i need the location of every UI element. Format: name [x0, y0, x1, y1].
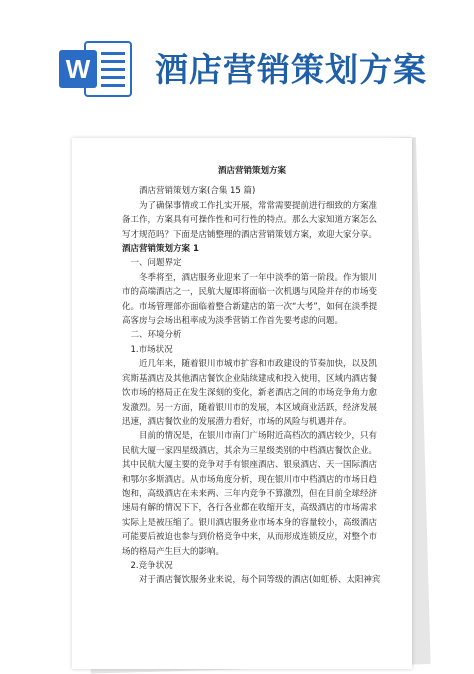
doc-paragraph: 近几年来，随着银川市城市扩容和市政建设的节奏加快，以及凯宾斯基酒店及其他酒店餐饮企业陆续建成和投入使用，区域内酒店餐饮市场的格局正在发生深刻的变化，新老酒店之间的市场竞争角力愈发激烈。另一方面，随着银川市的发展，本区域商业活跃，经济发展迅速，酒店餐饮业的发展潜力看好，市场的风险与机遇并存。 [122, 359, 378, 427]
doc-paragraph: 冬季将至，酒店服务业迎来了一年中淡季的第一阶段。作为银川市的高端酒店之一，民航大厦即将面临一次机遇与风险并存的市场变化。市场管理部亦面临着整合新建店的第一次“大考”，如何在淡季提高客房与会场出租率成为淡季营销工作首先要考虑的问题。 [122, 272, 378, 327]
doc-section-heading: 酒店营销策划方案 1 [122, 244, 199, 255]
doc-paragraph: 为了确保事情或工作扎实开展，常常需要提前进行细致的方案准备工作，方案具有可操作性和可行性的特点。那么大家知道方案怎么写才规范吗？下面是店铺整理的酒店营销策划方案，欢迎大家分享。 [122, 200, 378, 240]
doc-subheading: 二、环境分析 [130, 330, 182, 341]
doc-subheading: 一、问题界定 [130, 258, 182, 269]
word-document-icon [57, 40, 137, 98]
banner-title: 酒店营销策划方案 [155, 50, 427, 89]
doc-subheading: 1.市场状况 [130, 344, 173, 355]
doc-paragraph: 酒店营销策划方案(合集 15 篇) [139, 186, 256, 197]
doc-paragraph: 目前的情况是，在银川市南门广场附近高档次的酒店较少，只有民航大厦一家四星级酒店，其余为三星级类别的中档酒店餐饮企业。其中民航大厦主要的竞争对手有银座酒店、银泉酒店、天一国际酒店和鄂尔多斯酒店。从市场角度分析，现在银川市中档酒店的市场日趋饱和，高级酒店在未来两、三年内竞争不算激烈，但在目前全球经济速局有解的情况下下，各行各业都在收缩开支，高级酒店的市场需求实际上是被压缩了。银川酒店服务业市场本身的容量较小，高级酒店可能要后被迫也参与到价格竞争中来，从而形成连锁反应，对整个市场的格局产生巨大的影响。 [122, 431, 378, 557]
doc-subheading: 2.竞争状况 [130, 560, 173, 571]
document-title: 酒店营销策划方案 [217, 166, 286, 176]
banner [0, 0, 474, 110]
word-icon-letter: W [65, 54, 91, 84]
doc-paragraph: 对于酒店餐饮服务业来说，每个同等级的酒店(如虹桥、太阳神宾 [139, 575, 381, 586]
document-body [122, 164, 382, 588]
document-page [72, 138, 412, 669]
